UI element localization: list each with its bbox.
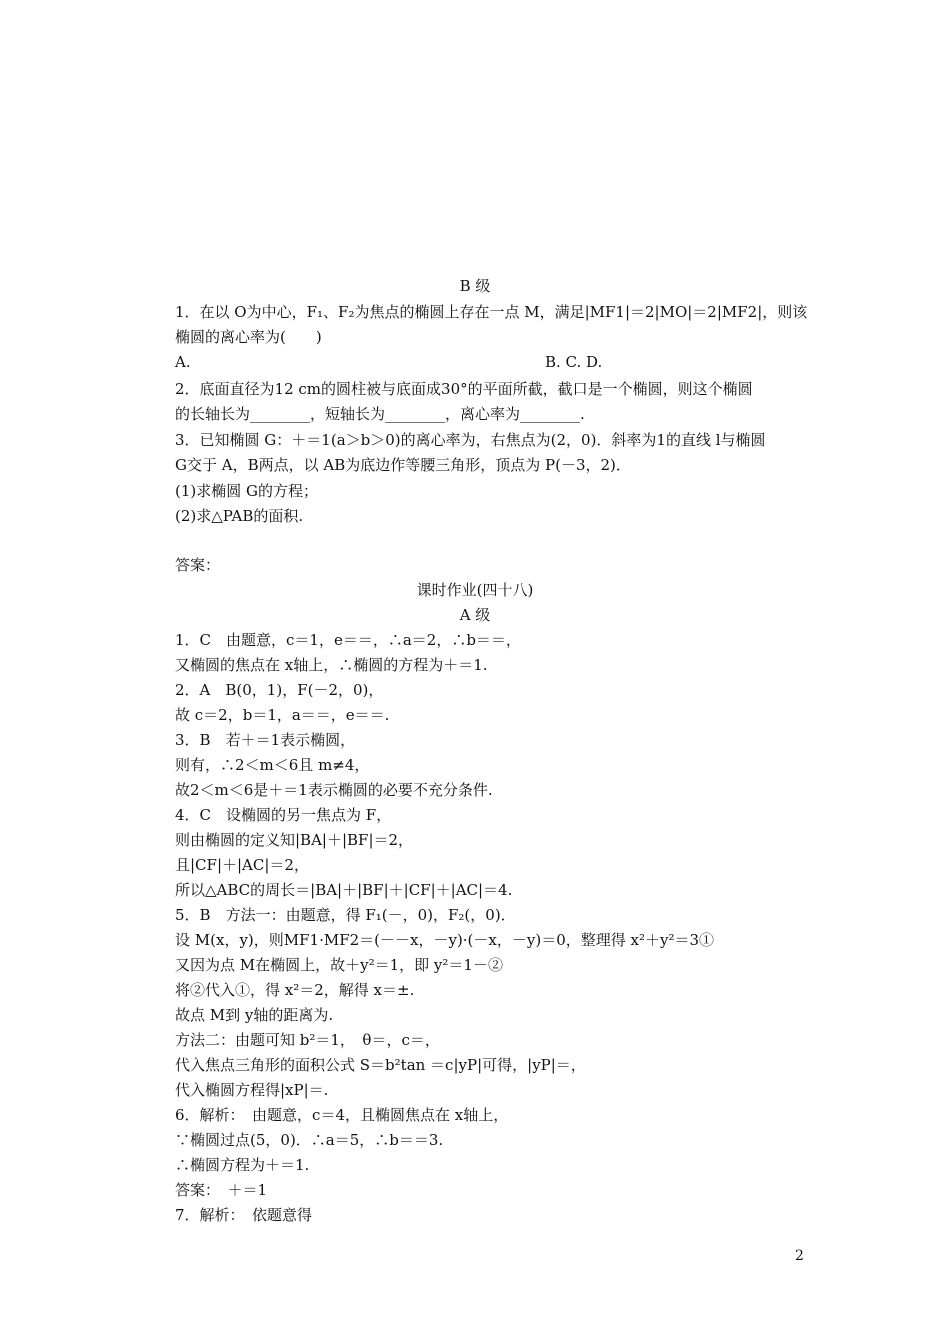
question-3-line-2: G交于 A，B两点，以 AB为底边作等腰三角形，顶点为 P(－3，2)． bbox=[175, 456, 631, 474]
answer-line: 设 M(x，y)，则MF1·MF2＝(－－x，－y)·(－x，－y)＝0，整理得 x²＋y²＝3① bbox=[175, 931, 715, 949]
answer-line: 代入椭圆方程得|xP|＝. bbox=[175, 1081, 329, 1099]
answer-line: 答案： ＋＝1 bbox=[175, 1181, 268, 1199]
answers-label: 答案： bbox=[175, 556, 221, 574]
answer-line: 故 c＝2，b＝1，a＝＝，e＝＝. bbox=[175, 706, 390, 724]
answer-line: 将②代入①，得 x²＝2，解得 x＝±. bbox=[175, 981, 415, 999]
answer-line: 3．B 若＋＝1表示椭圆， bbox=[175, 731, 356, 749]
answer-line: ∵椭圆过点(5，0)．∴a＝5，∴b＝＝3. bbox=[175, 1131, 444, 1149]
answers-level: A 级 bbox=[459, 606, 491, 624]
question-1-choices bbox=[175, 353, 815, 373]
answers-title: 课时作业(四十八) bbox=[416, 581, 534, 599]
answer-line: 4．C 设椭圆的另一焦点为 F， bbox=[175, 806, 392, 824]
question-1-line-2: 椭圆的离心率为( ) bbox=[175, 328, 322, 346]
answer-line: 5．B 方法一：由题意，得 F₁(－，0)，F₂(，0)． bbox=[175, 906, 516, 924]
answer-line: 故点 M到 y轴的距离为. bbox=[175, 1006, 334, 1024]
page-number: 2 bbox=[795, 1248, 804, 1264]
question-2-line-2: 的长轴长为________，短轴长为________，离心率为________. bbox=[175, 405, 585, 423]
question-3-line-1: 3．已知椭圆 G：＋＝1(a＞b＞0)的离心率为，右焦点为(2，0)．斜率为1的直线 l与椭圆 bbox=[175, 431, 766, 449]
answer-line: 7．解析： 依题意得 bbox=[175, 1206, 313, 1224]
section-b-heading: B 级 bbox=[459, 277, 491, 295]
question-3-sub-1: (1)求椭圆 G的方程； bbox=[175, 482, 318, 500]
answer-line: 则由椭圆的定义知|BA|＋|BF|＝2， bbox=[175, 831, 414, 849]
choice-a: A. bbox=[175, 353, 191, 371]
question-2-line-1: 2．底面直径为12 cm的圆柱被与底面成30°的平面所截，截口是一个椭圆，则这个椭圆 bbox=[175, 380, 753, 398]
answer-line: 2．A B(0，1)，F(－2，0)， bbox=[175, 681, 384, 699]
answer-line: 且|CF|＋|AC|＝2， bbox=[175, 856, 309, 874]
answer-line: 1．C 由题意，c＝1，e＝＝，∴a＝2，∴b＝＝， bbox=[175, 631, 521, 649]
choices-b-c-d: B. C. D. bbox=[545, 353, 603, 371]
answer-line: 所以△ABC的周长＝|BA|＋|BF|＋|CF|＋|AC|＝4. bbox=[175, 881, 513, 899]
answer-line: ∴椭圆方程为＋＝1. bbox=[175, 1156, 310, 1174]
question-1-line-1: 1．在以 O为中心，F₁、F₂为焦点的椭圆上存在一点 M，满足|MF1|＝2|MO|＝2|MF2|，则该 bbox=[175, 303, 808, 321]
question-3-sub-2: (2)求△PAB的面积. bbox=[175, 507, 304, 525]
answer-line: 又因为点 M在椭圆上，故＋y²＝1，即 y²＝1－② bbox=[175, 956, 503, 974]
answer-line: 6．解析： 由题意，c＝4，且椭圆焦点在 x轴上， bbox=[175, 1106, 509, 1124]
answer-line: 又椭圆的焦点在 x轴上，∴椭圆的方程为＋＝1. bbox=[175, 656, 488, 674]
answer-line: 代入焦点三角形的面积公式 S＝b²tan ＝c|yP|可得，|yP|＝， bbox=[175, 1056, 586, 1074]
answer-line: 故2＜m＜6是＋＝1表示椭圆的必要不充分条件. bbox=[175, 781, 493, 799]
answer-line: 则有，∴2＜m＜6且 m≠4， bbox=[175, 756, 370, 774]
answer-line: 方法二：由题可知 b²＝1， θ＝，c＝， bbox=[175, 1031, 440, 1049]
